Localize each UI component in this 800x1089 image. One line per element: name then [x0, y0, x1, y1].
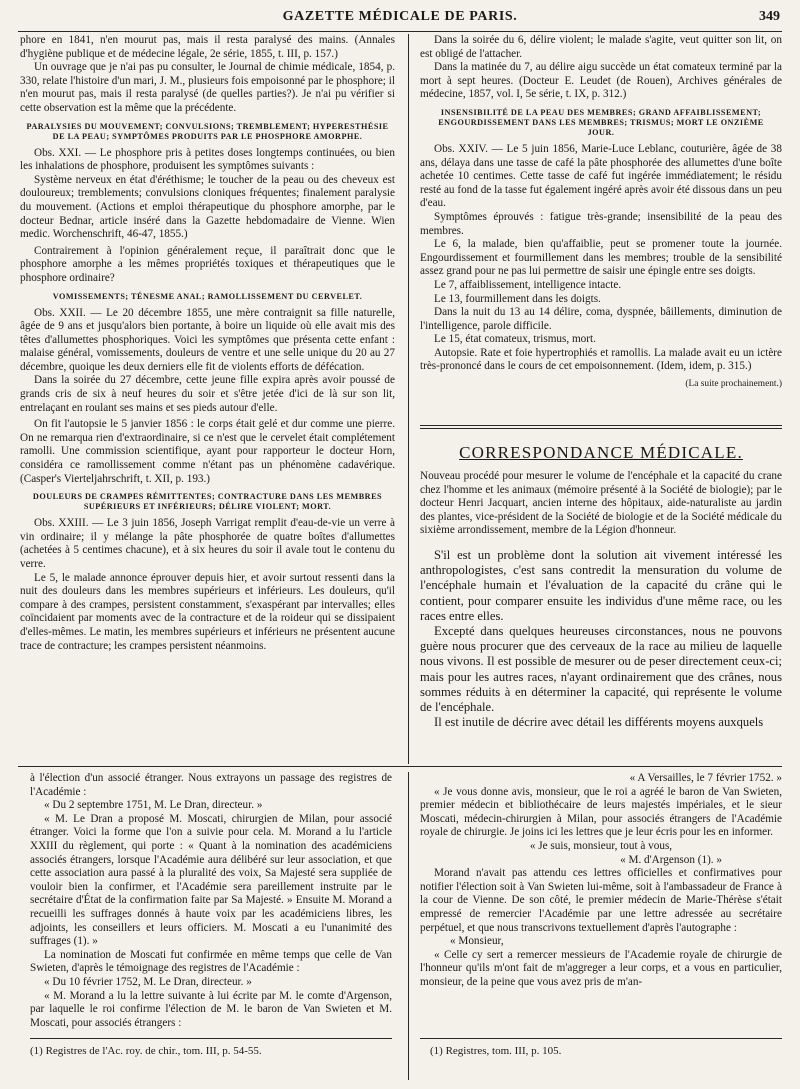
paragraph: On fit l'autopsie le 5 janvier 1856 : le corps était gelé et dur comme une pierre. On ne remarqua rien d'extraordinaire, si ce n'est que le cervelet était complétement ramolli. Une commission scientifique, ayant pour rapporteur le docteur Horn, considéra ce ramollissement comme n'étant pas un phénomène cadavérique. (Casper's Vierteljahrschrift, t. XII, p. 193.) — [20, 418, 395, 485]
upper-left-column — [20, 34, 395, 653]
paragraph: « Celle cy sert a remercer messieurs de l'Academie royale de chirurgie de l'honneur qu'ils m'ont fait de m'aggreger a leur corps, et a vous en particulier, monsieur, de la peine que vous avez pris de m'an- — [420, 948, 782, 988]
paragraph: « M. Morand a lu la lettre suivante à lui écrite par M. le comte d'Argenson, par laquelle le roi confirme l'élection de M. le baron de Van Swieten et M. Moscati, pour associés étrangers : — [30, 989, 392, 1029]
section-heading: DOULEURS DE CRAMPES RÉMITTENTES; CONTRACTURE DANS LES MEMBRES SUPÉRIEURS ET INFÉRIEURS; DÉLIRE VIOLENT; MORT. — [32, 492, 383, 512]
paragraph: Dans la nuit du 13 au 14 délire, coma, dyspnée, bâillements, diminution de l'intelligence, parole difficile. — [420, 306, 782, 332]
footnote: (1) Registres, tom. III, p. 105. — [430, 1045, 562, 1057]
paragraph: Dans la matinée du 7, au délire aigu succède un état comateux terminé par la mort à sept heures. (Docteur E. Leudet (de Rouen), Archives générales de médecine, 1857, vol. I, 5e série, t. IX, p. 312.) — [420, 61, 782, 101]
paragraph: Le 13, fourmillement dans les doigts. — [434, 292, 601, 305]
section-rule — [420, 428, 782, 429]
upper-right-column — [420, 34, 782, 392]
paragraph: Excepté dans quelques heureuses circonstances, nous ne pouvons guère nous procurer que des cerveaux de la race au milieu de laquelle nous vivons. Il est possible de mesurer ou de peser directement ceux-ci; mais pour les autres races, n'ayant ordinairement que des crânes, nous sommes réduits à en déterminer la capacité, qui représente le volume de l'encéphale. — [420, 623, 782, 714]
paragraph: Le 7, affaiblissement, intelligence intacte. — [434, 278, 622, 291]
paragraph: Dans la soirée du 6, délire violent; le malade s'agite, veut quitter son lit, on est obligé de l'attacher. — [420, 34, 782, 60]
column-divider — [408, 772, 409, 1080]
section-heading: PARALYSIES DU MOUVEMENT; CONVULSIONS; TREMBLEMENT; HYPERESTHÉSIE DE LA PEAU; SYMPTÔMES PRODUITS PAR LE PHOSPHORE AMORPHE. — [26, 121, 389, 141]
article-lead: Nouveau procédé pour mesurer le volume de l'encéphale et la capacité du crane chez l'homme et les animaux (mémoire présenté à la Société de biologie); par le docteur Henri Jacquart, ancien interne des hôpitaux, aide-naturaliste au jardin des plantes, vice-président de la Société de biologie et de la Société médicale du sixième arrondissement, membre de la Légion d'honneur. — [420, 470, 782, 537]
paragraph: « Je vous donne avis, monsieur, que le roi a agréé le baron de Van Swieten, premier médecin et bibliothécaire de leurs majestés impériales, et le sieur Moscati, médecin-chirurgien à Milan, pour associés étrangers de l'Académie royale de chirurgie. Je joins ici les lettres que je leur écris pour les en informer. — [420, 785, 782, 839]
paragraph: « Du 10 février 1752, M. Le Dran, directeur. » — [44, 975, 252, 988]
paragraph: Autopsie. Rate et foie hypertrophiés et ramollis. La malade avait eu un ictère très-prononcé dans le cours de cet empoisonnement. (Idem, idem, p. 315.) — [420, 346, 782, 373]
paragraph: Contrairement à l'opinion généralement reçue, il paraîtrait donc que le phosphore amorphe a les mêmes propriétés toxiques et thérapeutiques que le phosphore ordinaire? — [20, 244, 395, 284]
feuilleton-rule — [18, 766, 782, 767]
page-header — [0, 10, 800, 28]
header-rule — [18, 31, 782, 32]
paragraph: « Monsieur, — [450, 935, 504, 948]
paragraph: S'il est un problème dont la solution ait vivement intéressé les anthropologistes, c'est sans contredit la mensuration du volume de l'encéphale humain et l'évaluation de la capacité du crâne qui le contient, pour comparer ensuite les individus d'une même race, ou les races entre elles. — [420, 547, 782, 623]
footnote-rule — [420, 1038, 782, 1039]
paragraph: Obs. XXIII. — Le 3 juin 1856, Joseph Varrigat remplit d'eau-de-vie un verre à vin ordinaire; il y mélange la pâte phosphorée de quatre boîtes d'allumettes (achetées à 5 centimes chacune), et à six heures du soir il avale tout le contenu du verre. — [20, 517, 395, 570]
paragraph: Obs. XXIV. — Le 5 juin 1856, Marie-Luce Leblanc, couturière, âgée de 38 ans, délaya dans une tasse de café la pâte phosphorée des allumettes d'une boîte achetée 10 centimes. Cette tasse de café fut ingérée immédiatement; le résidu resté au fond de la tasse fut également ingéré après avoir été dissous dans un peu d'eau. — [420, 142, 782, 210]
paragraph: Le 6, la malade, bien qu'affaiblie, peut se promener toute la journée. Engourdissement et fourmillement dans les membres; trouble de la sensibilité assez grand pour ne pas lui permettre de saisir une épingle entre ses doigts. — [420, 238, 782, 278]
journal-title: GAZETTE MÉDICALE DE PARIS. — [282, 9, 518, 24]
paragraph: Obs. XXII. — Le 20 décembre 1855, une mère contraignit sa fille naturelle, âgée de 9 ans et jusqu'alors bien portante, à boire un liquide où elle avait mis des têtes d'allumettes phosphoriques. Voici les symptômes que présenta cette enfant : malaise général, vomissements, douleurs de ventre et une selle unique du 20 au 27 décembre, quoique les deux derniers elle fit de violents efforts de défécation. — [20, 306, 395, 373]
footnote: (1) Registres de l'Ac. roy. de chir., tom. III, p. 54-55. — [30, 1045, 262, 1057]
paragraph: Morand n'avait pas attendu ces lettres officielles et confirmatives pour notifier l'élection soit à Van Swieten lui-même, soit à l'ambassadeur de France à la cour de Vienne. De son côté, le premier médecin de Marie-Thérèse s'était empressé de remercier l'Académie par une lettre adressée au secrétaire perpétuel, et que nous transcrivons textuellement d'après l'autographe : — [420, 867, 782, 934]
section-rule — [420, 425, 782, 426]
paragraph: phore en 1841, n'en mourut pas, mais il resta paralysé des mains. (Annales d'hygiène publique et de médecine légale, 2e série, 1855, t. III, p. 157.) — [20, 34, 395, 60]
paragraph: Dans la soirée du 27 décembre, cette jeune fille expira après avoir poussé de grands cris de six à neuf heures du soir et s'être jetée d'ici de là sur son lit, entrelaçant en roulant ses mains et ses pieds autour d'elle. — [20, 374, 395, 414]
lower-right-column — [420, 772, 782, 990]
dateline: « A Versailles, le 7 février 1752. » — [629, 772, 782, 784]
paragraph: Système nerveux en état d'éréthisme; le toucher de la peau ou des cheveux est douloureux; tremblements; convulsions cloniques fréquentes; finalement paralysie du mouvement. (Actions et emploi thérapeutique du phosphore amorphe, par le docteur Bednar, article inséré dans la Gazette hebdomadaire de Vienne. Wien medic. Worchenschrift, 46-47, 1855.) — [20, 173, 395, 241]
section-heading: VOMISSEMENTS; TÉNESME ANAL; RAMOLLISSEMENT DU CERVELET. — [52, 291, 363, 301]
lower-left-column — [30, 772, 392, 1030]
footnote-rule — [30, 1038, 392, 1039]
paragraph: Il est inutile de décrire avec détail les différents moyens auxquels — [434, 715, 764, 730]
paragraph: Le 15, état comateux, trismus, mort. — [434, 333, 596, 346]
paragraph: Obs. XXI. — Le phosphore pris à petites doses longtemps continuées, ou bien les inhalations de phosphore, produisent les symptômes suivants : — [20, 146, 395, 173]
paragraph: Symptômes éprouvés : fatigue très-grande; insensibilité de la peau des membres. — [420, 210, 782, 237]
paragraph: La nomination de Moscati fut confirmée en même temps que celle de Van Swieten, d'après le témoignage des registres de l'Académie : — [30, 948, 392, 975]
paragraph: Un ouvrage que je n'ai pas pu consulter, le Journal de chimie médicale, 1854, p. 330, relate l'histoire d'un mari, J. M., plusieurs fois empoisonné par le phosphore; il n'en mourut pas, mais il resta paralysé (de quelles parties?). Je n'ai pu vérifier si cette observation est la même que la précédente. — [20, 61, 395, 114]
column-divider — [408, 34, 409, 764]
correspondence-section — [420, 436, 782, 730]
to-be-continued: (La suite prochainement.) — [685, 379, 782, 390]
paragraph: « Je suis, monsieur, tout à vous, — [529, 839, 673, 852]
page-number: 349 — [759, 9, 780, 24]
paragraph: Le 5, le malade annonce éprouver depuis hier, et avoir surtout ressenti dans la nuit des douleurs dans les membres supérieurs et inférieurs. Les douleurs, qu'il compare à des crampes, persistent constamment, s'exaspérant par intervalles; elles coïncidaient par moments avec de la contracture et de la roideur qui se dissipaient d'elles-mêmes. Le matin, les membres supérieurs et inférieurs ne présentent aucune trace de contracture; les crampes persistent néanmoins. — [20, 571, 395, 652]
signature: « M. d'Argenson (1). » — [620, 853, 722, 866]
paragraph: « Du 2 septembre 1751, M. Le Dran, directeur. » — [44, 799, 263, 812]
section-heading: INSENSIBILITÉ DE LA PEAU DES MEMBRES; GRAND AFFAIBLISSEMENT; ENGOURDISSEMENT DANS LES MEMBRES; TRISMUS; MORT LE ONZIÈME JOUR. — [438, 107, 764, 137]
paragraph: à l'élection d'un associé étranger. Nous extrayons un passage des registres de l'Académie : — [30, 772, 392, 798]
paragraph: « M. Le Dran a proposé M. Moscati, chirurgien de Milan, pour associé étranger. Voici la forme que l'on a suivie pour cela. M. Morand a lu l'article XXIII du règlement, qui porte : « Quant à la nomination des académiciens associés étrangers, lorsque l'Académie aura délibéré sur leur association, et que cette association aura passé à la pluralité des voix, Sa Majesté sera suppliée de vouloir bien la confirmer, et l'Académie sera pareillement instruite par le secrétaire d'État de la confirmation faite par Sa Majesté. » Ensuite M. Morand a recueilli les suffrages donnés à haute voix par les académiciens libres, les adjoints, les conseillers et leurs officiers. M. Moscati a eu l'unanimité des suffrages (1). » — [30, 812, 392, 948]
section-title: CORRESPONDANCE MÉDICALE. — [459, 443, 743, 462]
